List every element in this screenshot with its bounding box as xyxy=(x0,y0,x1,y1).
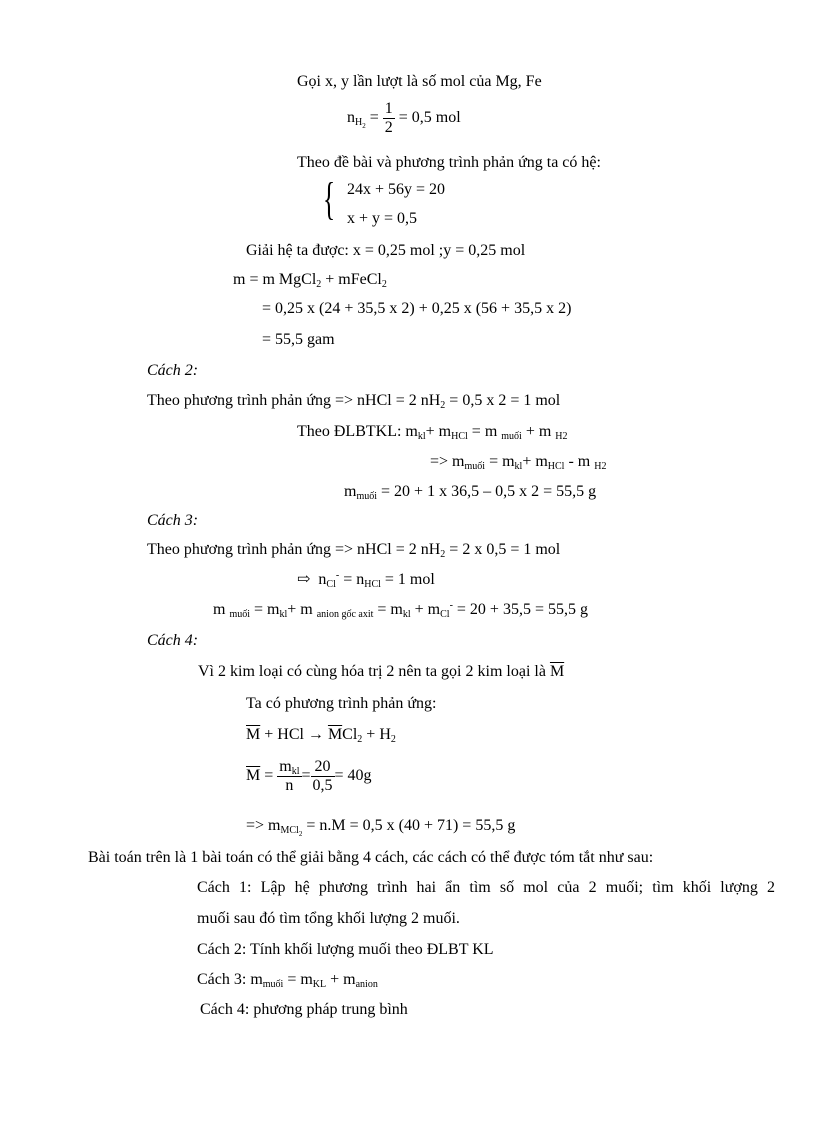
c1-system-eq1: 24x + 56y = 20 xyxy=(347,181,446,198)
c1-system-intro: Theo đề bài và phương trình phản ứng ta có hệ: xyxy=(297,154,601,171)
summary-method-1b: muối sau đó tìm tổng khối lượng 2 muối. xyxy=(197,910,460,927)
c4-salt-mass: => $m_{MCl_2} = n.M = 0,5$ x (40 + 71) = 55,5 g xyxy=(246,817,516,838)
c2-line3: => $m_{muối} = m_{kl}+ m_{HCl} - m$ $_{H2}$ xyxy=(430,453,607,472)
c3-line3: m $_{muối} = m_{kl}+ m$ $_{anion gốc axit} = m_{kl} + m_{Cl}^- = 20 + 35,5 = 55,5$ g xyxy=(213,600,588,620)
c4-line1: Vì 2 kim loại có cùng hóa trị 2 nên ta gọi 2 kim loại là $\overline{M}$ xyxy=(198,663,565,680)
c2-title: Cách 2: xyxy=(147,362,199,379)
c4-reaction: $\overline{M}$ + HCl → $\overline{M}Cl_2 + H_2$ xyxy=(246,726,396,745)
c1-mass-calc: = 0,25 x (24 + 35,5 x 2) + 0,25 x (56 + 35,5 x 2) xyxy=(262,300,572,317)
c1-intro: Gọi x, y lần lượt là số mol của Mg, Fe xyxy=(297,73,542,90)
summary-method-1a: Cách 1: Lập hệ phương trình hai ẩn tìm số mol của 2 muối; tìm khối lượng 2 xyxy=(197,879,775,896)
c2-line1: Theo phương trình phản ứng => nHCl = 2 $nH_2 = 0,5$ x 2 = 1 mol xyxy=(147,392,561,411)
c1-nh2-formula: $n_{H_2}$ = $\frac{1}{2}$ = 0,5 mol xyxy=(347,100,461,136)
c4-fraction-1: $\frac{m_{kl}}{n}$ xyxy=(279,758,300,794)
c1-mass-formula: m = m MgCl$_2$ + mFeCl$_2$ xyxy=(233,271,387,290)
c4-fraction-2: $\frac{20}{0,5}$ xyxy=(312,758,333,794)
c3-line1: Theo phương trình phản ứng => nHCl = 2 $nH_2 = 2$ x 0,5 = 1 mol xyxy=(147,541,561,560)
c2-line4: $m_{muối} = 20 + 1$ x 36,5 – 0,5 x 2 = 55,5 g xyxy=(344,483,597,502)
system-brace: { xyxy=(323,173,336,224)
c3-line2: ⇨ $n_{Cl}^- = n_{HCl} = 1$ mol xyxy=(297,570,435,590)
c1-mass-result: = 55,5 gam xyxy=(262,331,335,348)
c1-solution: Giải hệ ta được: x = 0,25 mol ;y = 0,25 mol xyxy=(246,242,526,259)
c4-molar-mass: $\overline{M}$ = $\frac{m_{kl}}{n}$ = $\frac{20}{0,5}$ = 40g xyxy=(246,758,372,794)
summary-method-2: Cách 2: Tính khối lượng muối theo ĐLBT KL xyxy=(197,941,494,958)
summary-intro: Bài toán trên là 1 bài toán có thể giải bằng 4 cách, các cách có thể được tóm tắt như sau: xyxy=(88,849,654,866)
implies-arrow-icon: ⇨ xyxy=(297,571,311,588)
summary-method-3: Cách 3: $m_{muối} = m_{KL} + m_{anion}$ xyxy=(197,971,378,990)
summary-method-4: Cách 4: phương pháp trung bình xyxy=(200,1001,408,1018)
c1-system-eq2: x + y = 0,5 xyxy=(347,210,418,227)
c1-fraction: $\frac{1}{2}$ xyxy=(384,100,393,136)
c4-line2: Ta có phương trình phản ứng: xyxy=(246,695,437,712)
c3-title: Cách 3: xyxy=(147,512,199,529)
c2-line2: Theo ĐLBTKL: $m_{kl}+ m_{HCl} = m$ $_{muối}$ + m $_{H2}$ xyxy=(297,423,568,442)
c4-title: Cách 4: xyxy=(147,632,199,649)
